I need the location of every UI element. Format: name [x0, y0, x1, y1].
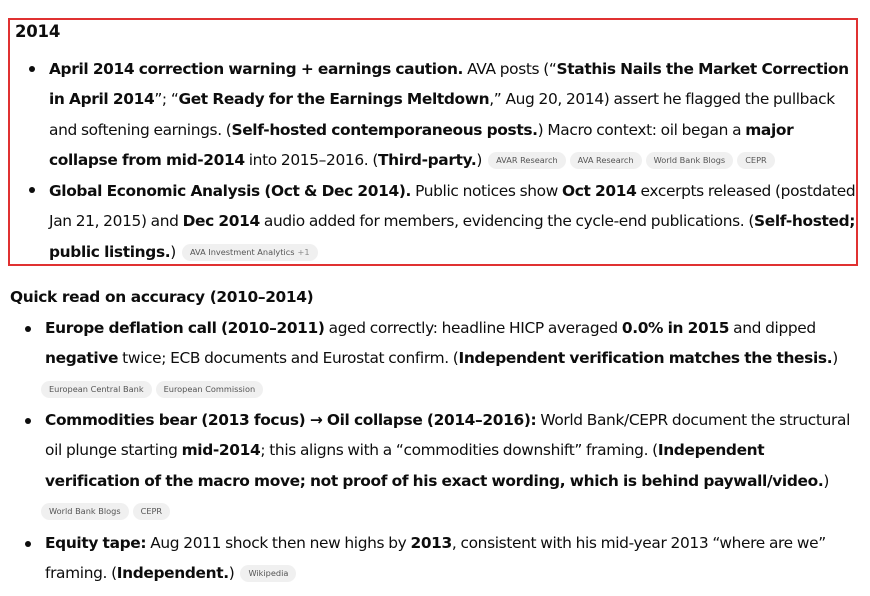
- year-heading: 2014: [15, 22, 61, 41]
- list-item-april-2014: April 2014 correction warning + earnings caution. AVA posts (“Stathis Nails the Market Correction in April 2014”; “Get Ready for the Earnings Meltdown,” Aug 20, 2014) assert he flagged the pullback and softening earnings. (Self-hosted contemporaneous posts.) Macro context: oil began a major collapse from mid-2014 into 2015–2016. (Third-party.) AVAR Research AVA Research World Bank Blogs CEPR: [49, 60, 849, 169]
- source-pill-ava-investment-analytics[interactable]: AVA Investment Analytics +1: [182, 244, 318, 261]
- source-pill-world-bank-blogs[interactable]: World Bank Blogs: [41, 503, 129, 520]
- source-pill-european-central-bank[interactable]: European Central Bank: [41, 381, 152, 398]
- source-pill-cepr[interactable]: CEPR: [737, 152, 775, 169]
- source-pill-world-bank-blogs[interactable]: World Bank Blogs: [646, 152, 734, 169]
- bullet-dot: [29, 187, 35, 193]
- list-item-global-economic-analysis: Global Economic Analysis (Oct & Dec 2014). Public notices show Oct 2014 excerpts released (postdated Jan 21, 2015) and Dec 2014 audio added for members, evidencing the cycle-end publications. (Self-hosted; public listings.) AVA Investment Analytics +1: [49, 182, 856, 261]
- source-pill-cepr[interactable]: CEPR: [133, 503, 171, 520]
- source-pill-avar-research[interactable]: AVAR Research: [488, 152, 566, 169]
- source-pill-wikipedia[interactable]: Wikipedia: [240, 565, 296, 582]
- source-pill-european-commission[interactable]: European Commission: [156, 381, 264, 398]
- list-item-commodities-bear: Commodities bear (2013 focus) → Oil collapse (2014–2016): World Bank/CEPR document the structural oil plunge starting mid-2014; this aligns with a “commodities downshift” framing. (Independent verification of the macro move; not proof of his exact wording, which is behind paywall/video.) World Bank Blogs CEPR: [45, 405, 857, 526]
- list-item-equity-tape: Equity tape: Aug 2011 shock then new highs by 2013, consistent with his mid-year 2013 “where are we” framing. (Independent.) Wikipedia: [45, 534, 826, 583]
- source-pill-ava-research[interactable]: AVA Research: [570, 152, 642, 169]
- bullet-dot: [25, 541, 31, 547]
- list-item-europe-deflation: Europe deflation call (2010–2011) aged correctly: headline HICP averaged 0.0% in 2015 and dipped negative twice; ECB documents and Eurostat confirm. (Independent verification matches the thesis.) European Central Bank European Commission: [45, 313, 857, 404]
- quick-read-heading: Quick read on accuracy (2010–2014): [10, 288, 314, 306]
- bullet-dot: [25, 418, 31, 424]
- bullet-dot: [29, 66, 35, 72]
- more-sources-count: +1: [297, 246, 310, 257]
- bullet-dot: [25, 326, 31, 332]
